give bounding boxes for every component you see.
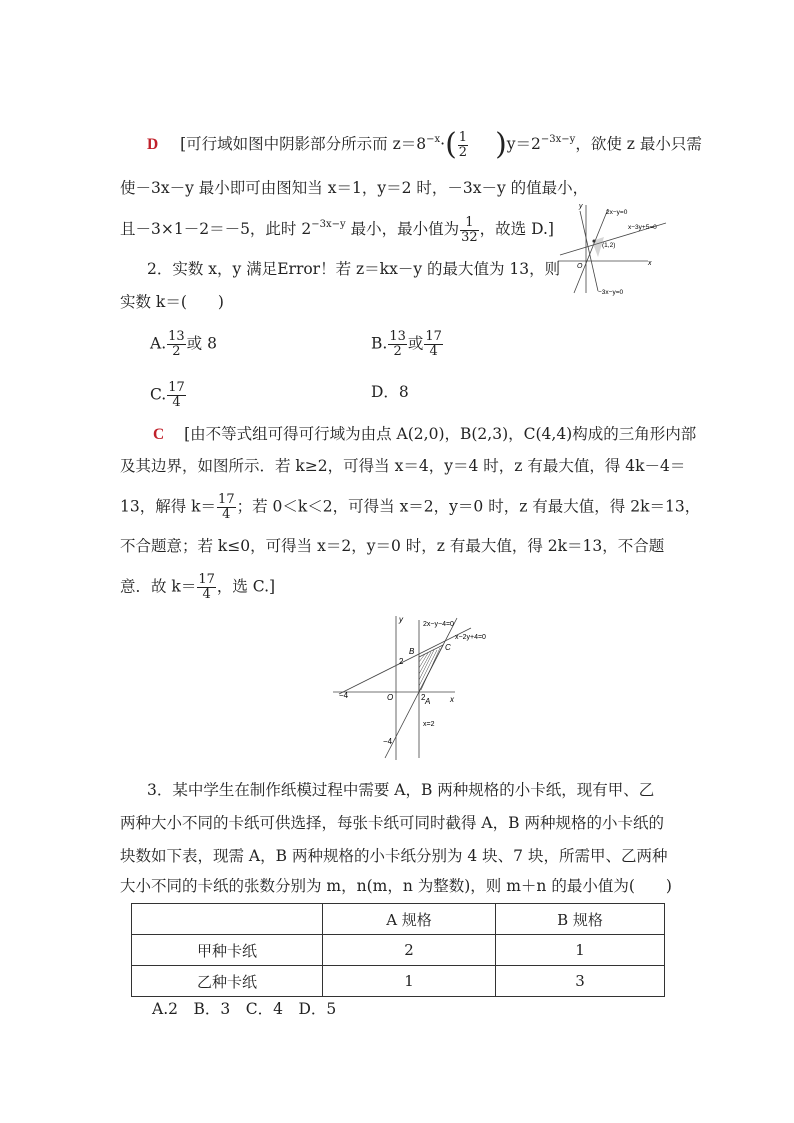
p1-line-3-b: 最小，最小值为 xyxy=(345,220,460,238)
graph-1-line2-label: x−3y+5=0 xyxy=(628,224,657,231)
graph-1-line-neg3x-y xyxy=(580,211,598,291)
table-cell: 甲种卡纸 xyxy=(132,935,323,966)
table-header-cell: B 规格 xyxy=(496,904,665,935)
q2-option-a: A. $\frac{13}{2}$ 或 8 xyxy=(150,329,217,359)
p1-line-1: D [可行域如图中阴影部分所示而 $z=8^{-x}\cdot$( $\frac{1}{2}$ )$y=2^{-3x-y}$，欲使 z 最小只需 xyxy=(147,127,702,162)
graph-1-origin: O xyxy=(577,263,583,270)
table-cell: 2 xyxy=(323,935,496,966)
fraction-17-4-final: $\frac{17}{4}$ xyxy=(198,572,215,602)
table-row xyxy=(132,935,665,966)
p1-line-3-exponent: −3x−y xyxy=(311,219,346,230)
p1-text-c: y＝2 xyxy=(506,135,541,153)
graph-1-line1-label: 2x−y=0 xyxy=(606,209,628,216)
q2-line-1: 2．实数 x，y 满足Error！若 z＝kx－y 的最大值为 13，则 xyxy=(147,260,561,278)
sol2-line-2: 及其边界，如图所示．若 k≥2，可得当 x＝4，y＝4 时，z 有最大值，得 4k－4＝ xyxy=(120,457,686,475)
graph-2-line-x-2y+4 xyxy=(339,628,471,694)
sol2-line-1-text: [由不等式组可得可行域为由点 A(2,0)，B(2,3)，C(4,4)构成的三角形内部 xyxy=(184,425,697,443)
graph-2-line2-label: x−2y+4=0 xyxy=(455,634,486,641)
q3-line-1: 3．某中学生在制作纸模过程中需要 A，B 两种规格的小卡纸，现有甲、乙 xyxy=(147,781,655,799)
q3-line-2: 两种大小不同的卡纸可供选择，每张卡纸可同时截得 A，B 两种规格的小卡纸的 xyxy=(120,814,664,832)
p1-dot: · xyxy=(440,135,446,153)
graph-2-origin: O xyxy=(387,693,394,702)
graph-2-two-x: 2 xyxy=(421,693,426,702)
table-cell: 3 xyxy=(496,966,665,997)
graph-1 xyxy=(548,197,678,297)
p1-line-3-c: ，故选 D.] xyxy=(479,220,554,238)
p1-line-2: 使－3x－y 最小即可由图知当 x＝1，y＝2 时，－3x－y 的值最小， xyxy=(120,179,589,197)
graph-2-neg4-y: −4 xyxy=(383,737,393,746)
q2-line-2: 实数 k＝( ) xyxy=(120,293,224,311)
p1-text-b: 而 z＝8 xyxy=(372,135,427,153)
fraction-one-half: $\frac{1}{2}$ xyxy=(458,129,468,160)
answer-letter-d: D xyxy=(147,136,159,153)
sol2-line-3: 13，解得 k＝ $\frac{17}{4}$ ；若 0＜k＜2，可得当 x＝2，y＝0 时，z 有最大值，得 2k＝13， xyxy=(120,492,701,522)
answer-letter-c: C xyxy=(153,426,165,443)
graph-2-point-b: B xyxy=(409,647,415,656)
fraction-17-4: $\frac{17}{4}$ xyxy=(218,492,235,522)
sol2-line-5: 意．故 k＝ $\frac{17}{4}$ ，选 C.] xyxy=(120,572,276,602)
table-header-cell: A 规格 xyxy=(323,904,496,935)
graph-1-point-label: (1,2) xyxy=(602,242,616,249)
p1-text-a: [可行域如图中阴影部分所示 xyxy=(180,135,373,153)
graph-2-line3-label: x=2 xyxy=(423,721,435,728)
graph-2-neg4-x: −4 xyxy=(339,691,349,700)
graph-2-point-c: C xyxy=(445,643,451,652)
graph-1-point xyxy=(593,240,596,243)
graph-1-y-label: y xyxy=(579,203,583,210)
graph-2 xyxy=(325,612,500,762)
graph-2-two-y: 2 xyxy=(399,657,404,666)
table-cell: 1 xyxy=(323,966,496,997)
q2-option-b: B. $\frac{13}{2}$ 或 $\frac{17}{4}$ xyxy=(371,329,442,359)
p1-line-3 xyxy=(120,215,554,245)
table-header-cell xyxy=(132,904,323,935)
q3-options: A.2 B．3 C．4 D．5 xyxy=(152,1000,337,1018)
p1-exponent-2: −3x−y xyxy=(540,134,576,145)
graph-1-line3-label: −3x−y=0 xyxy=(598,289,624,296)
table-header-row xyxy=(132,904,665,935)
q2-option-d: D．8 xyxy=(371,383,409,401)
graph-1-line-2x-y xyxy=(574,209,608,293)
fraction-one-32: $\frac{1}{32}$ xyxy=(461,214,478,245)
table-cell: 1 xyxy=(496,935,665,966)
q3-line-3: 块数如下表，现需 A，B 两种规格的小卡纸分别为 4 块、7 块，所需甲、乙两种 xyxy=(120,847,668,865)
graph-2-line1-label: 2x−y−4=0 xyxy=(423,621,454,628)
graph-1-x-label: x xyxy=(648,260,652,267)
p1-text-d: ，欲使 z 最小只需 xyxy=(575,135,702,153)
p1-exponent-1: −x xyxy=(426,134,441,145)
graph-2-point-a: A xyxy=(425,697,431,706)
table-row xyxy=(132,966,665,997)
graph-2-x-label: x xyxy=(450,695,454,704)
q2-option-c: C. $\frac{17}{4}$ xyxy=(150,380,185,410)
sol2-line-1 xyxy=(153,424,696,445)
sol2-line-4: 不合题意；若 k≤0，可得当 x＝2，y＝0 时，z 有最大值，得 2k＝13，不合题 xyxy=(120,537,665,555)
spec-table xyxy=(131,903,665,997)
graph-2-y-label: y xyxy=(399,615,403,624)
table-cell: 乙种卡纸 xyxy=(132,966,323,997)
p1-line-3-a: 且－3×1－2＝－5，此时 2 xyxy=(120,220,312,238)
q3-line-4: 大小不同的卡纸的张数分别为 m，n(m，n 为整数)，则 m＋n 的最小值为( ) xyxy=(120,877,672,895)
